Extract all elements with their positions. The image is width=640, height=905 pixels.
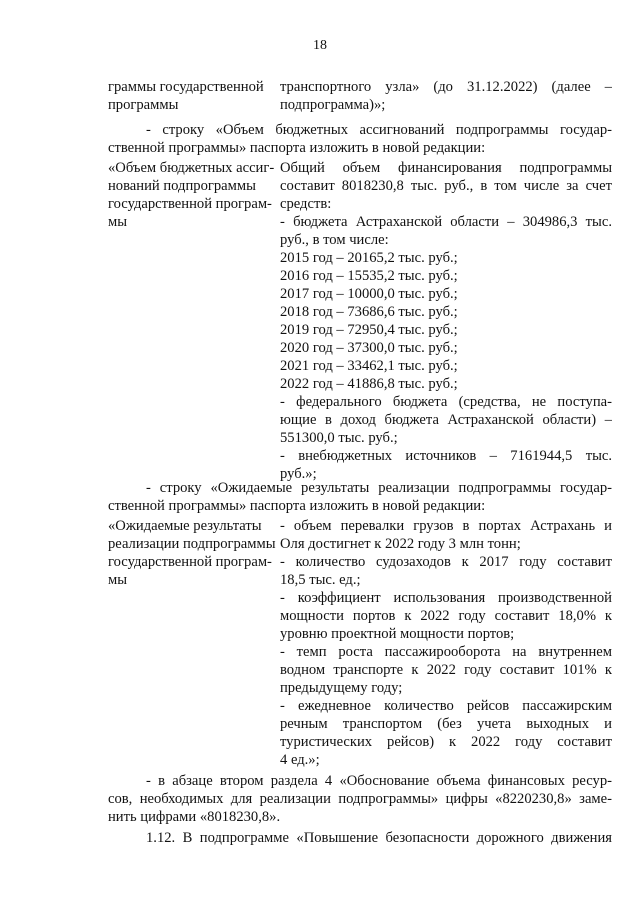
paragraph-line: ственной программы» паспорта изложить в новой редакции: [108, 140, 486, 156]
paragraph-line: - строку «Объем бюджетных ассигнований подпрограммы государ- [146, 122, 612, 138]
cell-line: мощности портов к 2022 году составит 18,0% к [280, 608, 612, 624]
cell-line: нований подпрограммы [108, 178, 256, 194]
cell-line: мы [108, 214, 128, 230]
cell-line: реализации подпрограммы [108, 536, 276, 552]
cell-line: - внебюджетных источников – 7161944,5 тыс. [280, 448, 612, 464]
cell-line: «Объем бюджетных ассиг- [108, 160, 275, 176]
paragraph-2 [108, 479, 612, 515]
cell-line: Общий объем финансирования подпрограммы [280, 160, 612, 176]
paragraph-line: 1.12. В подпрограмме «Повышение безопасности дорожного движения [146, 830, 612, 846]
table-financing-value [280, 159, 612, 483]
cell-line: 551300,0 тыс. руб.; [280, 430, 398, 446]
cell-line: составит 8018230,8 тыс. руб., в том числе за счет [280, 178, 612, 194]
cell-line: мы [108, 572, 128, 588]
cell-line: ющие в доход бюджета Астраханской области) – [280, 412, 612, 428]
cell-line: граммы государственной [108, 79, 264, 95]
paragraph-line: сов, необходимых для реализации подпрограммы» цифры «8220230,8» заме- [108, 791, 612, 807]
paragraph-line: - строку «Ожидаемые результаты реализации подпрограммы государ- [146, 480, 612, 496]
table-row-top-left [108, 78, 280, 114]
cell-line: водном транспорте к 2022 году составит 101% к [280, 662, 612, 678]
cell-line: 2021 год – 33462,1 тыс. руб.; [280, 358, 458, 374]
table-financing-label [108, 159, 280, 483]
cell-line: - коэффициент использования производственной [280, 590, 612, 606]
cell-line: 2017 год – 10000,0 тыс. руб.; [280, 286, 458, 302]
cell-line: - количество судозаходов к 2017 году составит [280, 554, 612, 570]
cell-line: 2019 год – 72950,4 тыс. руб.; [280, 322, 458, 338]
table-financing [108, 159, 612, 483]
cell-line: - ежедневное количество рейсов пассажирским [280, 698, 612, 714]
cell-line: транспортного узла» (до 31.12.2022) (далее – [280, 79, 612, 95]
paragraph-line: ственной программы» паспорта изложить в новой редакции: [108, 498, 486, 514]
cell-line: государственной програм- [108, 196, 272, 212]
cell-line: - темп роста пассажирооборота на внутреннем [280, 644, 612, 660]
table-results [108, 517, 612, 769]
cell-line: программы [108, 97, 179, 113]
cell-line: 4 ед.»; [280, 752, 320, 768]
cell-line: уровню проектной мощности портов; [280, 626, 515, 642]
table-row-top-right [280, 78, 612, 114]
cell-line: - федерального бюджета (средства, не поступа- [280, 394, 612, 410]
table-row-top [108, 78, 612, 114]
paragraph-3 [108, 772, 612, 826]
paragraph-4 [108, 829, 612, 847]
paragraph-line: нить цифрами «8018230,8». [108, 809, 281, 825]
table-results-label [108, 517, 280, 769]
cell-line: 2016 год – 15535,2 тыс. руб.; [280, 268, 458, 284]
cell-line: руб., в том числе: [280, 232, 389, 248]
page-number: 18 [313, 38, 327, 53]
cell-line: - бюджета Астраханской области – 304986,3 тыс. [280, 214, 612, 230]
cell-line: туристических рейсов) к 2022 году составит [280, 734, 612, 750]
cell-line: речным транспортом (без учета выходных и [280, 716, 612, 732]
cell-line: - объем перевалки грузов в портах Астрахань и [280, 518, 612, 534]
cell-line: 2020 год – 37300,0 тыс. руб.; [280, 340, 458, 356]
cell-line: «Ожидаемые результаты [108, 518, 262, 534]
paragraph-1 [108, 121, 612, 157]
cell-line: средств: [280, 196, 332, 212]
cell-line: 2018 год – 73686,6 тыс. руб.; [280, 304, 458, 320]
cell-line: 18,5 тыс. ед.; [280, 572, 361, 588]
cell-line: 2022 год – 41886,8 тыс. руб.; [280, 376, 458, 392]
cell-line: 2015 год – 20165,2 тыс. руб.; [280, 250, 458, 266]
paragraph-line: - в абзаце втором раздела 4 «Обоснование объема финансовых ресур- [146, 773, 612, 789]
cell-line: государственной програм- [108, 554, 272, 570]
cell-line: предыдущему году; [280, 680, 403, 696]
cell-line: подпрограмма)»; [280, 97, 386, 113]
table-results-value [280, 517, 612, 769]
cell-line: руб.»; [280, 466, 317, 482]
cell-line: Оля достигнет к 2022 году 3 млн тонн; [280, 536, 521, 552]
